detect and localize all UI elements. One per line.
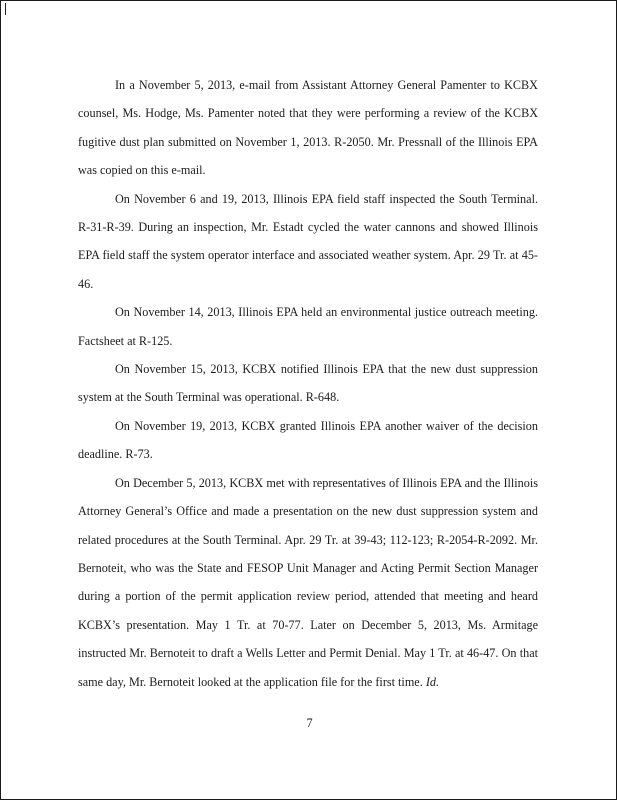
paragraph-field-inspection: On November 6 and 19, 2013, Illinois EPA field staff inspected the South Terminal. R-31-R-39. During an inspection, Mr. Estadt cycled the water cannons and showed Illinois EPA field staff the system operator interface and associated weather system. Apr. 29 Tr. at 45-46. [78, 191, 538, 291]
scan-corner-mark [5, 3, 6, 15]
id-citation: Id. [425, 674, 440, 689]
page-number: 7 [306, 716, 313, 730]
document-body [78, 71, 538, 696]
paragraph-system-operational: On November 15, 2013, KCBX notified Illinois EPA that the new dust suppression system at the South Terminal was operational. R-648. [78, 362, 538, 405]
paragraph-email-review: In a November 5, 2013, e-mail from Assistant Attorney General Pamenter to KCBX counsel, Ms. Hodge, Ms. Pamenter noted that they were performing a review of the KCBX fugitive dust plan submitted on November 1, 2013. R-2050. Mr. Pressnall of the Illinois EPA was copied on this e-mail. [78, 78, 538, 178]
december-meeting-text: On December 5, 2013, KCBX met with representatives of Illinois EPA and the Illinois Attorney General’s Office and made a presentation on the new dust suppression system and related procedures at the South Terminal. Apr. 29 Tr. at 39-43; 112-123; R-2054-R-2092. Mr. Bernoteit, who was the State and FESOP Unit Manager and Acting Permit Section Manager during a portion of the permit application review period, attended that meeting and heard KCBX’s presentation. May 1 Tr. at 70-77. Later on December 5, 2013, Ms. Armitage instructed Mr. Bernoteit to draft a Wells Letter and Permit Denial. May 1 Tr. at 46-47. On that same day, Mr. Bernoteit looked at the application file for the first time. [78, 475, 538, 689]
paragraph-outreach-meeting: On November 14, 2013, Illinois EPA held an environmental justice outreach meeting. Factsheet at R-125. [78, 305, 538, 348]
paragraph-december-meeting [78, 469, 538, 696]
paragraph-deadline-waiver: On November 19, 2013, KCBX granted Illinois EPA another waiver of the decision deadline. R-73. [78, 418, 538, 462]
